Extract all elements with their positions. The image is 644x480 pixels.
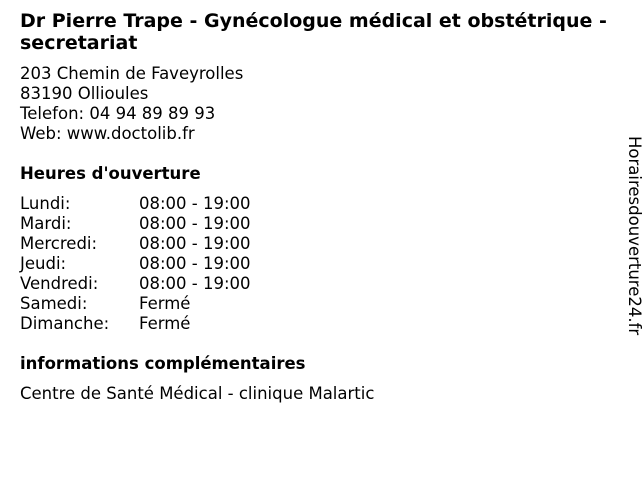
hours-time: 08:00 - 19:00 <box>139 274 251 293</box>
hours-row-friday <box>20 274 251 294</box>
hours-time: 08:00 - 19:00 <box>139 234 251 253</box>
website: Web: www.doctolib.fr <box>20 124 195 143</box>
hours-row-monday <box>20 194 251 214</box>
hours-time: Fermé <box>139 314 191 333</box>
info-text: Centre de Santé Médical - clinique Malartic <box>20 384 375 403</box>
address-city: 83190 Ollioules <box>20 84 149 103</box>
site-watermark: Horairesdouverture24.fr <box>625 136 644 336</box>
phone-number: Telefon: 04 94 89 89 93 <box>20 104 216 123</box>
address-street: 203 Chemin de Faveyrolles <box>20 64 244 83</box>
info-heading: informations complémentaires <box>20 354 306 373</box>
hours-day: Vendredi: <box>20 274 99 293</box>
hours-day: Jeudi: <box>20 254 67 273</box>
hours-day: Mercredi: <box>20 234 98 253</box>
hours-time: 08:00 - 19:00 <box>139 254 251 273</box>
hours-row-saturday <box>20 294 251 314</box>
hours-row-wednesday <box>20 234 251 254</box>
address-block <box>20 64 243 144</box>
hours-row-sunday <box>20 314 251 334</box>
page-title: Dr Pierre Trape - Gynécologue médical et obstétrique -secretariat <box>20 10 607 54</box>
hours-row-tuesday <box>20 214 251 234</box>
hours-heading: Heures d'ouverture <box>20 164 201 183</box>
hours-time: 08:00 - 19:00 <box>139 194 251 213</box>
hours-table <box>20 194 251 334</box>
hours-day: Mardi: <box>20 214 72 233</box>
hours-day: Lundi: <box>20 194 71 213</box>
hours-day: Samedi: <box>20 294 88 313</box>
hours-day: Dimanche: <box>20 314 110 333</box>
hours-time: 08:00 - 19:00 <box>139 214 251 233</box>
hours-row-thursday <box>20 254 251 274</box>
hours-time: Fermé <box>139 294 191 313</box>
